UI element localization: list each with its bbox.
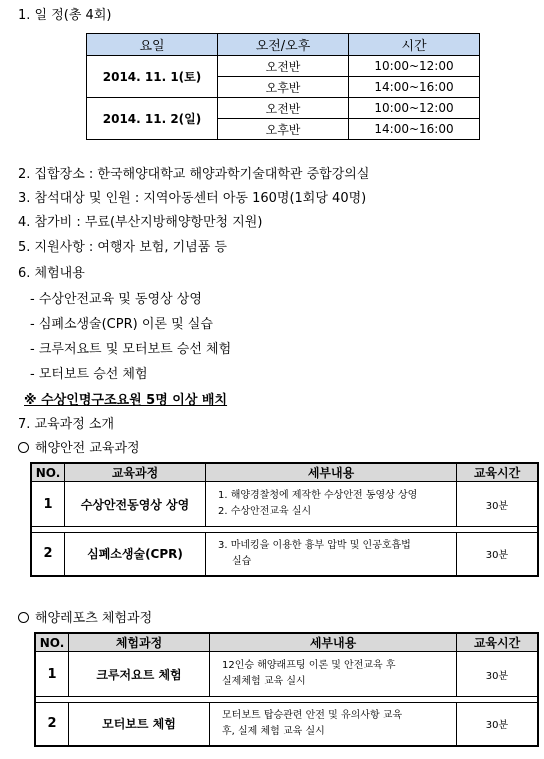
section-fee: 4. 참가비 : 무료(부산지방해양항만청 지원)	[18, 215, 263, 230]
section-activities: 6. 체험내용	[18, 266, 85, 281]
course-detail	[210, 703, 457, 746]
session-cell: 오후반	[218, 119, 349, 140]
section-venue: 2. 집합장소 : 한국해양대학교 해양과학기술대학관 중합강의실	[18, 167, 370, 182]
row-number: 1	[35, 652, 69, 697]
safety-course-label: 해양안전 교육과정	[35, 441, 140, 456]
table-row	[87, 56, 480, 77]
col-header-course: 체험과정	[69, 633, 210, 652]
detail-line: 12인승 해양래프팅 이론 및 안전교육 후	[222, 660, 396, 671]
safety-course-heading	[18, 437, 140, 456]
section-participants: 3. 참석대상 및 인원 : 지역아동센터 아동 160명(1회당 40명)	[18, 191, 367, 206]
section-schedule-title: 1. 일 정(총 4회)	[18, 8, 112, 23]
course-name: 수상안전동영상 상영	[65, 482, 206, 527]
leisure-course-label: 해양레포츠 체험과정	[35, 611, 153, 626]
col-header-course: 교육과정	[65, 463, 206, 482]
list-item: - 수상안전교육 및 동영상 상영	[30, 292, 202, 307]
time-cell: 10:00~12:00	[349, 98, 480, 119]
course-duration: 30분	[457, 703, 539, 746]
col-header-detail: 세부내용	[210, 633, 457, 652]
time-cell: 14:00~16:00	[349, 119, 480, 140]
col-header-no: NO.	[35, 633, 69, 652]
list-item: - 심폐소생술(CPR) 이론 및 실습	[30, 317, 213, 332]
safety-course-table	[30, 462, 539, 577]
circle-bullet-icon	[18, 612, 29, 623]
course-detail	[206, 533, 457, 576]
leisure-course-table	[34, 632, 539, 747]
course-name: 심폐소생술(CPR)	[65, 533, 206, 576]
time-cell: 10:00~12:00	[349, 56, 480, 77]
table-header-row	[87, 34, 480, 56]
col-header-no: NO.	[31, 463, 65, 482]
detail-line: 1. 해양경찰청에 제작한 수상안전 동영상 상영	[218, 490, 418, 501]
col-header-ampm: 오전/오후	[218, 34, 349, 56]
row-number: 2	[35, 703, 69, 746]
col-header-day: 요일	[87, 34, 218, 56]
table-row	[35, 703, 538, 746]
schedule-table	[86, 33, 480, 140]
detail-line: 3. 마네킹을 이용한 흉부 압박 및 인공호흡법	[218, 539, 411, 551]
row-number: 1	[31, 482, 65, 527]
table-row	[31, 482, 538, 527]
row-number: 2	[31, 533, 65, 576]
table-row	[87, 98, 480, 119]
date-cell: 2014. 11. 1(토)	[87, 56, 218, 98]
detail-line: 모터보트 탑승관련 안전 및 유의사항 교육	[222, 709, 403, 721]
course-duration: 30분	[457, 533, 539, 576]
session-cell: 오전반	[218, 98, 349, 119]
session-cell: 오후반	[218, 77, 349, 98]
leisure-course-heading	[18, 607, 152, 626]
table-row	[31, 533, 538, 576]
col-header-detail: 세부내용	[206, 463, 457, 482]
course-detail	[206, 482, 457, 527]
col-header-time: 시간	[349, 34, 480, 56]
list-item: - 크루저요트 및 모터보트 승선 체험	[30, 342, 232, 357]
time-cell: 14:00~16:00	[349, 77, 480, 98]
course-duration: 30분	[457, 652, 539, 697]
detail-line: 실제체험 교육 실시	[222, 676, 306, 687]
detail-line: 2. 수상안전교육 실시	[218, 506, 312, 517]
section-curriculum: 7. 교육과정 소개	[18, 417, 115, 432]
course-name: 크루저요트 체험	[69, 652, 210, 697]
course-duration: 30분	[457, 482, 539, 527]
detail-line: 실습	[232, 555, 252, 567]
date-cell: 2014. 11. 2(일)	[87, 98, 218, 140]
col-header-duration: 교육시간	[457, 463, 539, 482]
detail-line: 후, 실제 체험 교육 실시	[222, 725, 325, 737]
table-row	[35, 652, 538, 697]
table-header-row	[31, 463, 538, 482]
lifeguard-note: ※ 수상인명구조요원 5명 이상 배치	[24, 393, 228, 408]
course-detail	[210, 652, 457, 697]
col-header-duration: 교육시간	[457, 633, 539, 652]
session-cell: 오전반	[218, 56, 349, 77]
circle-bullet-icon	[18, 442, 29, 453]
list-item: - 모터보트 승선 체험	[30, 367, 148, 382]
course-name: 모터보트 체험	[69, 703, 210, 746]
section-support: 5. 지원사항 : 여행자 보험, 기념품 등	[18, 240, 227, 255]
table-header-row	[35, 633, 538, 652]
